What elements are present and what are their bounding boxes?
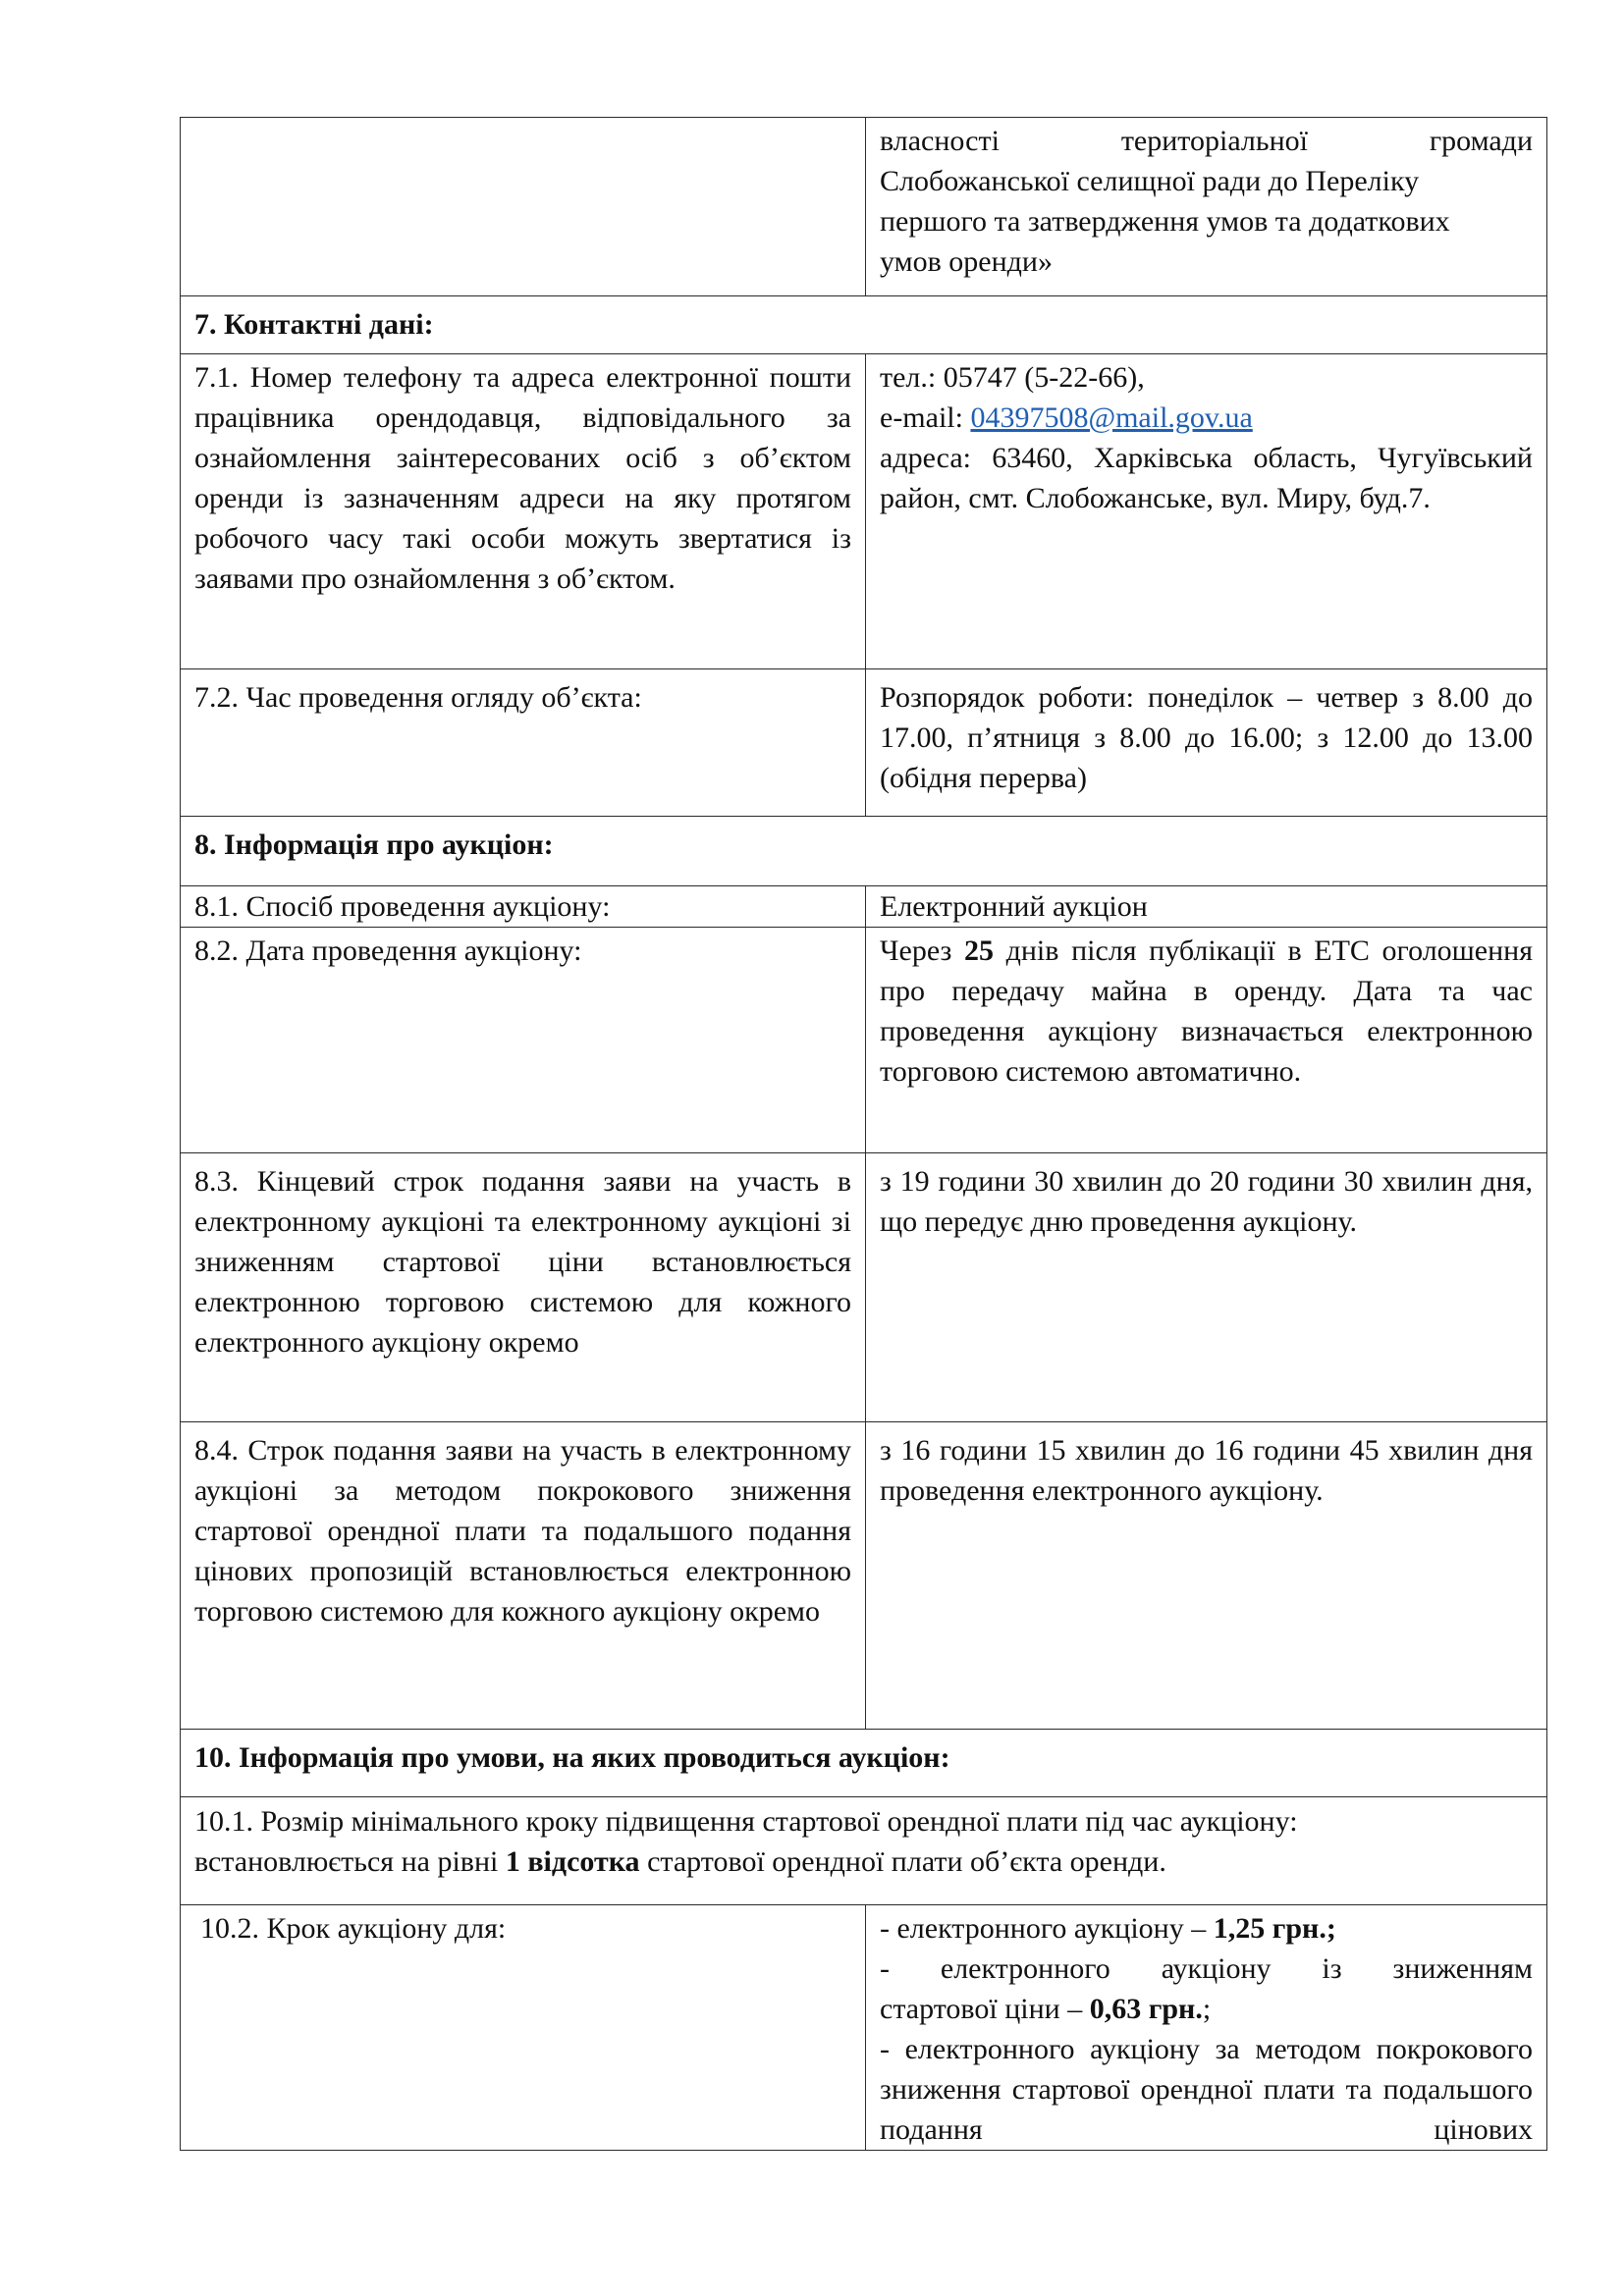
inspection-value-cell: Розпорядок роботи: понеділок – четвер з 8.00 до 17.00, п’ятниця з 8.00 до 16.00; з 12.00 до 13.00 (обідня перерва) — [866, 669, 1547, 817]
auction-method-label: 8.1. Спосіб проведення аукціону: — [181, 886, 866, 928]
min-step-percent: 1 відсотка — [505, 1845, 640, 1878]
step-amount-2: 0,63 грн. — [1089, 1993, 1203, 2025]
step-item-1 — [880, 1908, 1533, 1949]
deadline-value: з 19 години 30 хвилин до 20 години 30 хвилин дня, що передує дню проведення аукціону. — [866, 1153, 1547, 1422]
days-count: 25 — [963, 934, 994, 967]
address-text: адреса: 63460, Харківська область, Чугуївський район, смт. Слобожанське, вул. Миру, буд.7. — [880, 442, 1533, 514]
table-row — [181, 1797, 1547, 1905]
table-row — [181, 928, 1547, 1153]
table-row — [181, 118, 1547, 296]
step-item-2-cont — [880, 1989, 1533, 2029]
text-fragment: - електронного аукціону – — [880, 1912, 1214, 1945]
text-fragment: ; — [1202, 1993, 1212, 2025]
auction-date-label: 8.2. Дата проведення аукціону: — [181, 928, 866, 1153]
email-line — [880, 398, 1533, 438]
auction-step-label: 10.2. Крок аукціону для: — [181, 1905, 866, 2151]
table-cell — [866, 118, 1547, 296]
section-header-row — [181, 817, 1547, 886]
step-item-2-line: - електронного аукціону із зниженням — [880, 1952, 1533, 1985]
min-step-line-1: 10.1. Розмір мінімального кроку підвищення стартової орендної плати під час аукціону: — [194, 1805, 1298, 1838]
table-cell-empty — [181, 118, 866, 296]
table-row — [181, 1153, 1547, 1422]
phone-text: тел.: 05747 (5-22-66), — [880, 361, 1145, 394]
text-line: власності територіальної громади — [880, 125, 1533, 157]
text-fragment: стартової ціни – — [880, 1993, 1090, 2025]
table-row — [181, 669, 1547, 817]
text-line: першого та затвердження умов та додаткових — [880, 205, 1450, 238]
email-label: e-mail: — [880, 401, 971, 434]
section-header-row — [181, 296, 1547, 354]
auction-step-value — [866, 1905, 1547, 2151]
auction-date-value — [866, 928, 1547, 1153]
min-step-line-2 — [194, 1842, 1533, 1882]
text-line: Слобожанської селищної ради до Переліку — [880, 165, 1420, 197]
section-header-row — [181, 1730, 1547, 1797]
table-row — [181, 1905, 1547, 2151]
submission-period-value: з 16 години 15 хвилин до 16 години 45 хвилин дня проведення електронного аукціону. — [866, 1422, 1547, 1730]
text-fragment: Через — [880, 934, 964, 967]
min-step-cell — [181, 1797, 1547, 1905]
section-title-7: 7. Контактні дані: — [181, 296, 1547, 354]
text-fragment: стартової орендної плати об’єкта оренди. — [639, 1845, 1166, 1878]
deadline-label: 8.3. Кінцевий строк подання заяви на участь в електронному аукціоні та електронному аукціоні зі зниженням стартової ціни встановлюється електронною торговою системою для кожного електронного аукціону окремо — [181, 1153, 866, 1422]
submission-period-label: 8.4. Строк подання заяви на участь в електронному аукціоні за методом покрокового зниження стартової орендної плати та подальшого подання цінових пропозицій встановлюється електронною торговою системою для кожного аукціону окремо — [181, 1422, 866, 1730]
step-amount-1: 1,25 грн.; — [1213, 1912, 1336, 1945]
step-item-3: - електронного аукціону за методом покрокового зниження стартової орендної плати та подальшого подання цінових — [880, 2033, 1533, 2146]
email-link[interactable]: 04397508@mail.gov.ua — [970, 401, 1253, 434]
text-fragment: днів після публікації в ЕТС оголошення про передачу майна в оренду. Дата та час проведення аукціону визначається електронною торговою системою автоматично. — [880, 934, 1533, 1088]
auction-info-table — [180, 117, 1547, 2151]
table-row — [181, 354, 1547, 669]
contact-value-cell — [866, 354, 1547, 669]
table-row — [181, 1422, 1547, 1730]
inspection-label-cell: 7.2. Час проведення огляду об’єкта: — [181, 669, 866, 817]
table-row — [181, 886, 1547, 928]
contact-label-cell: 7.1. Номер телефону та адреса електронної пошти працівника орендодавця, відповідального за ознайомлення заінтересованих осіб з об’єктом оренди із зазначенням адреси на яку протягом робочого часу такі особи можуть звертатися із заявами про ознайомлення з об’єктом. — [181, 354, 866, 669]
section-title-8: 8. Інформація про аукціон: — [181, 817, 1547, 886]
section-title-10: 10. Інформація про умови, на яких проводиться аукціон: — [181, 1730, 1547, 1797]
text-fragment: встановлюється на рівні — [194, 1845, 506, 1878]
text-line: умов оренди» — [880, 245, 1053, 278]
auction-method-value: Електронний аукціон — [866, 886, 1547, 928]
